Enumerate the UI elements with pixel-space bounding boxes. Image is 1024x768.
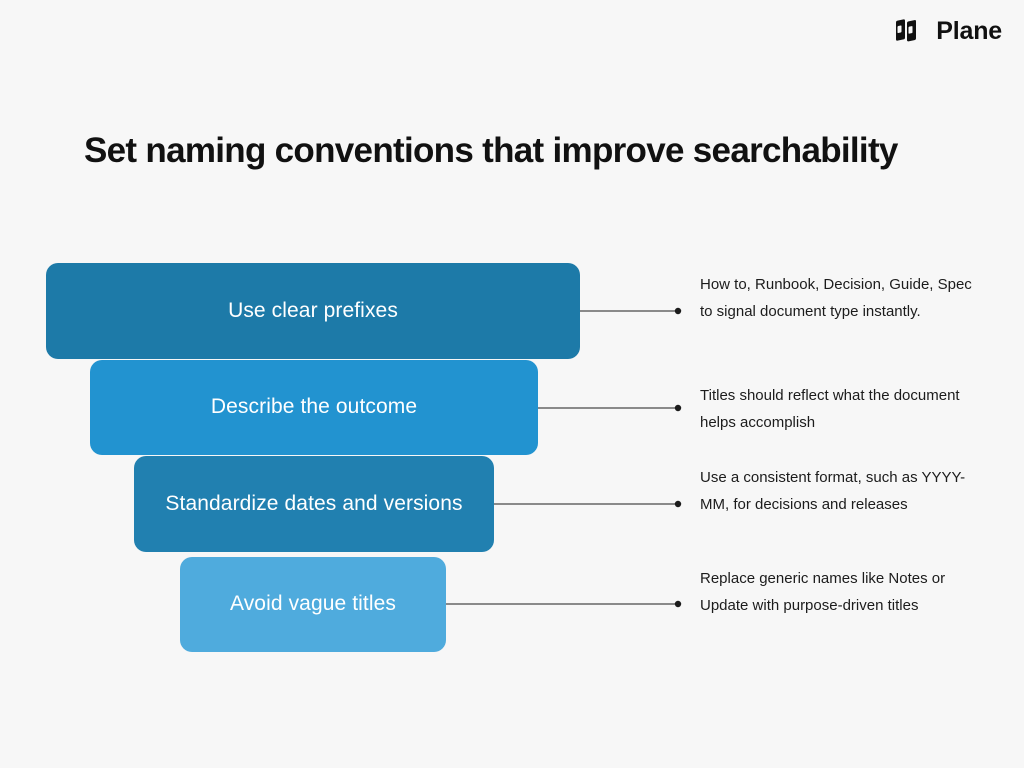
- funnel-step-1-label: Use clear prefixes: [228, 298, 398, 322]
- funnel-step-2: [90, 360, 538, 455]
- funnel-step-1-annotation: How to, Runbook, Decision, Guide, Spec to signal document type instantly.: [700, 276, 972, 320]
- funnel-step-4: [180, 557, 446, 652]
- funnel-step-1: [46, 263, 580, 359]
- funnel-step-4-annotation: Replace generic names like Notes or Update with purpose-driven titles: [700, 570, 946, 614]
- brand-name: Plane: [936, 16, 1002, 45]
- funnel-step-2-label: Describe the outcome: [210, 395, 418, 419]
- funnel-step-3-label: Standardize dates and versions: [165, 491, 463, 515]
- page-title: Set naming conventions that improve searchability: [84, 131, 898, 170]
- funnel-step-3-annotation: Use a consistent format, such as YYYY-MM, for decisions and releases: [700, 469, 966, 513]
- funnel-step-4-label: Avoid vague titles: [229, 592, 397, 616]
- funnel-step-2-annotation: Titles should reflect what the document helps accomplish: [700, 387, 960, 431]
- funnel-step-3: [134, 456, 494, 552]
